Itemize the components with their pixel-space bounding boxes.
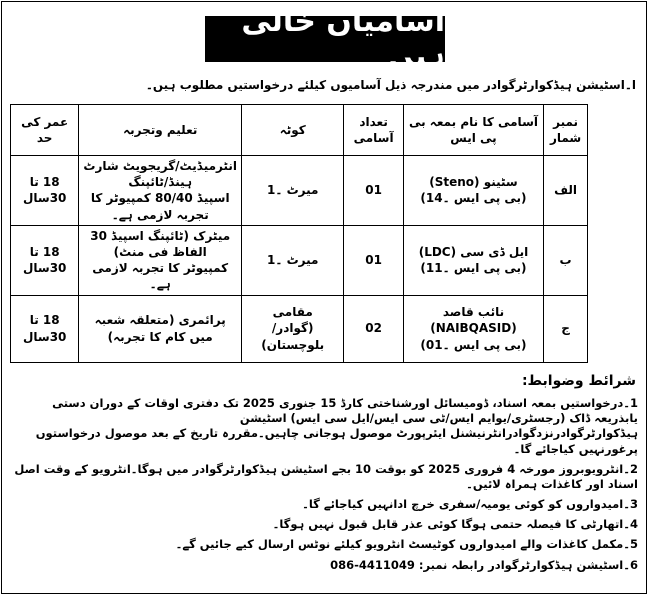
page-title: آسامیاں خالی ہیں (205, 16, 445, 62)
cell-sno: الف (544, 156, 588, 226)
condition-text: ۔درخواستیں بمعہ اسناد، ڈومیسائل اورشناختی کارڈ 15 جنوری 2025 تک دفتری اوقات کے دوران دستی یابذریعہ ڈاک (رجسٹری/یوایم ایس/ٹی سی ایس/ایل سی ایس) اسٹیشن (52, 396, 638, 426)
table-row (11, 225, 588, 295)
post-bps: (بی پی ایس ۔14) (420, 191, 527, 206)
condition-item (10, 462, 638, 492)
quota-region: (گوادر/بلوچستان) (261, 321, 325, 352)
cell-age: 18 تا 30سال (11, 225, 79, 295)
condition-number: 2 (629, 461, 638, 476)
cell-count: 01 (344, 225, 403, 295)
cell-quota (242, 295, 344, 362)
table-row (11, 295, 588, 362)
post-bps: (بی پی ایس ۔01) (420, 337, 527, 352)
condition-number: 3 (629, 497, 638, 512)
post-name: نائب قاصد (NAIBQASID) (430, 305, 517, 336)
condition-number: 4 (629, 517, 638, 532)
cell-sno: ب (544, 225, 588, 295)
header-count: تعداد آسامی (344, 105, 403, 156)
education-line: اسپیڈ 80/40 کمپیوٹر کا تجربہ لازمی ہے۔ (90, 191, 230, 222)
condition-item (10, 396, 638, 457)
condition-text: ۔انٹرویوبروز مورخہ 4 فروری 2025 کو بوقت 10 بجے اسٹیشن ہیڈکوارٹرگوادر میں ہوگا۔انٹرویو کے وقت اصل اسناد اور کاغذات ہمراہ لائیں۔ (14, 461, 638, 491)
conditions-list (10, 396, 638, 578)
table-row (11, 156, 588, 226)
condition-text: ۔اسٹیشن ہیڈکوارٹرگوادر رابطہ نمبر: (418, 557, 630, 572)
intro-text: ا۔اسٹیشن ہیڈکوارٹرگوادر میں مندرجہ ذیل آسامیوں کیلئے درخواستیں مطلوب ہیں۔ (145, 78, 636, 92)
education-line: میٹرک (ٹائپنگ اسپیڈ 30 الفاظ فی منٹ) (90, 228, 231, 259)
cell-quota: میرٹ ۔1 (242, 156, 344, 226)
condition-item (10, 497, 638, 512)
cell-quota: میرٹ ۔1 (242, 225, 344, 295)
cell-age: 18 تا 30سال (11, 295, 79, 362)
cell-sno: ج (544, 295, 588, 362)
cell-education (79, 156, 242, 226)
cell-count: 02 (344, 295, 403, 362)
posts-table (10, 104, 588, 363)
header-sno: نمبر شمار (544, 105, 588, 156)
condition-text: ۔مکمل کاغذات والے امیدواروں کوٹیسٹ انٹرویو کیلئے نوٹس ارسال کیے جائیں گے۔ (175, 537, 630, 552)
condition-item (10, 517, 638, 532)
cell-age: 18 تا 30سال (11, 156, 79, 226)
cell-post (403, 156, 543, 226)
condition-text: ۔امیدواروں کو کوئی یومیہ/سفری خرچ ادانہیں کیاجائے گا۔ (302, 497, 630, 512)
header-education: تعلیم وتجربہ (79, 105, 242, 156)
cell-post (403, 295, 543, 362)
cell-education (79, 295, 242, 362)
condition-number: 6 (629, 557, 638, 572)
cell-post (403, 225, 543, 295)
condition-text: ۔اتھارٹی کا فیصلہ حتمی ہوگا کوئی عذر قابل قبول نہیں ہوگا۔ (272, 517, 630, 532)
condition-number: 1 (629, 396, 638, 410)
quota-type: مقامی (272, 305, 313, 320)
education-line: پرائمری (متعلقہ شعبہ میں کام کا تجربہ) (94, 313, 226, 344)
education-line: کمپیوٹر کا تجربہ لازمی ہے۔ (92, 261, 229, 292)
condition-text: ہیڈکوارٹرگوادرنزدگوادرانٹرنیشنل ایئرپورٹ موصول ہوجانی چاہیں۔مقررہ تاریخ کے بعد موصول درخواستوں پرغورنہیں کیاجائے گا۔ (35, 426, 638, 456)
header-post: آسامی کا نام بمعہ بی پی ایس (403, 105, 543, 156)
cell-count: 01 (344, 156, 403, 226)
conditions-title: شرائط وضوابط: (521, 373, 636, 389)
post-bps: (بی پی ایس ۔11) (420, 261, 527, 276)
table-header-row (11, 105, 588, 156)
education-line: انٹرمیڈیٹ/گریجویٹ شارٹ ہینڈ/ٹائپنگ (83, 159, 238, 190)
post-name: ایل ڈی سی (LDC) (418, 244, 529, 259)
condition-number: 5 (629, 537, 638, 552)
contact-phone: 086-4411049 (330, 557, 415, 572)
header-quota: کوٹہ (242, 105, 344, 156)
post-name: سٹینو (Steno) (429, 175, 518, 190)
condition-item (10, 558, 638, 573)
condition-item (10, 537, 638, 552)
cell-education (79, 225, 242, 295)
header-age: عمر کی حد (11, 105, 79, 156)
